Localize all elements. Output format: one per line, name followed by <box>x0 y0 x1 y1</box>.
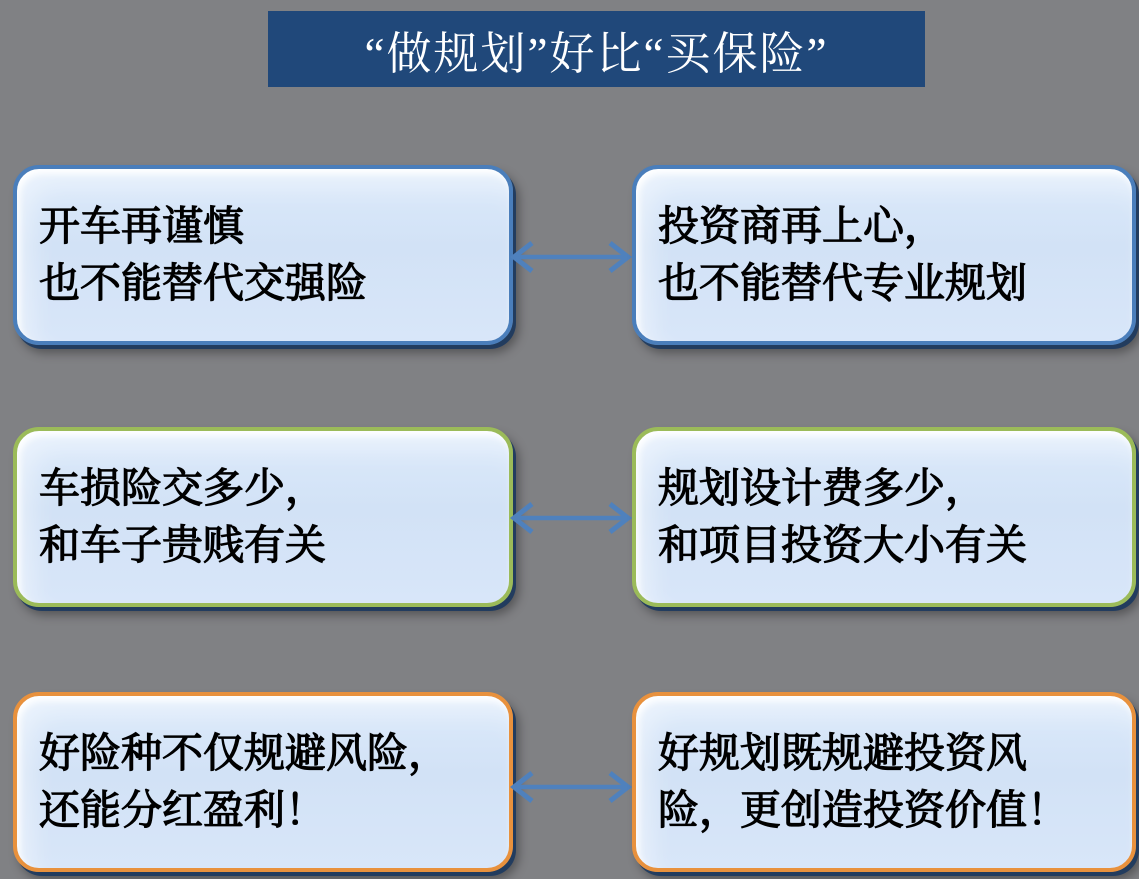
box-text-line: 投资商再上心， <box>658 203 945 249</box>
double-arrow-icon <box>505 235 637 279</box>
box-text-line: 险，更创造投资价值！ <box>658 787 1068 833</box>
box-text-line: 和车子贵贱有关 <box>39 522 326 568</box>
title-banner <box>268 11 925 87</box>
box-row2-right <box>632 427 1136 607</box>
box-row1-right <box>632 165 1136 345</box>
box-row3-left <box>13 692 513 872</box>
box-row3-right <box>632 692 1136 872</box>
box-text-line: 也不能替代交强险 <box>39 260 367 306</box>
double-arrow-icon <box>505 765 637 809</box>
box-text-line: 和项目投资大小有关 <box>658 522 1027 568</box>
box-row1-left <box>13 165 513 345</box>
box-text-line: 车损险交多少， <box>39 465 326 511</box>
double-arrow-icon <box>505 496 637 540</box>
box-text-line: 好险种不仅规避风险， <box>39 730 449 776</box>
box-row2-left <box>13 427 513 607</box>
box-text-line: 好规划既规避投资风 <box>658 730 1027 776</box>
box-text-line: 还能分红盈利！ <box>39 787 326 833</box>
box-text-line: 规划设计费多少， <box>658 465 986 511</box>
box-text-line: 也不能替代专业规划 <box>658 260 1027 306</box>
slide-title: “做规划”好比“买保险” <box>364 28 829 79</box>
box-text-line: 开车再谨慎 <box>39 203 244 249</box>
